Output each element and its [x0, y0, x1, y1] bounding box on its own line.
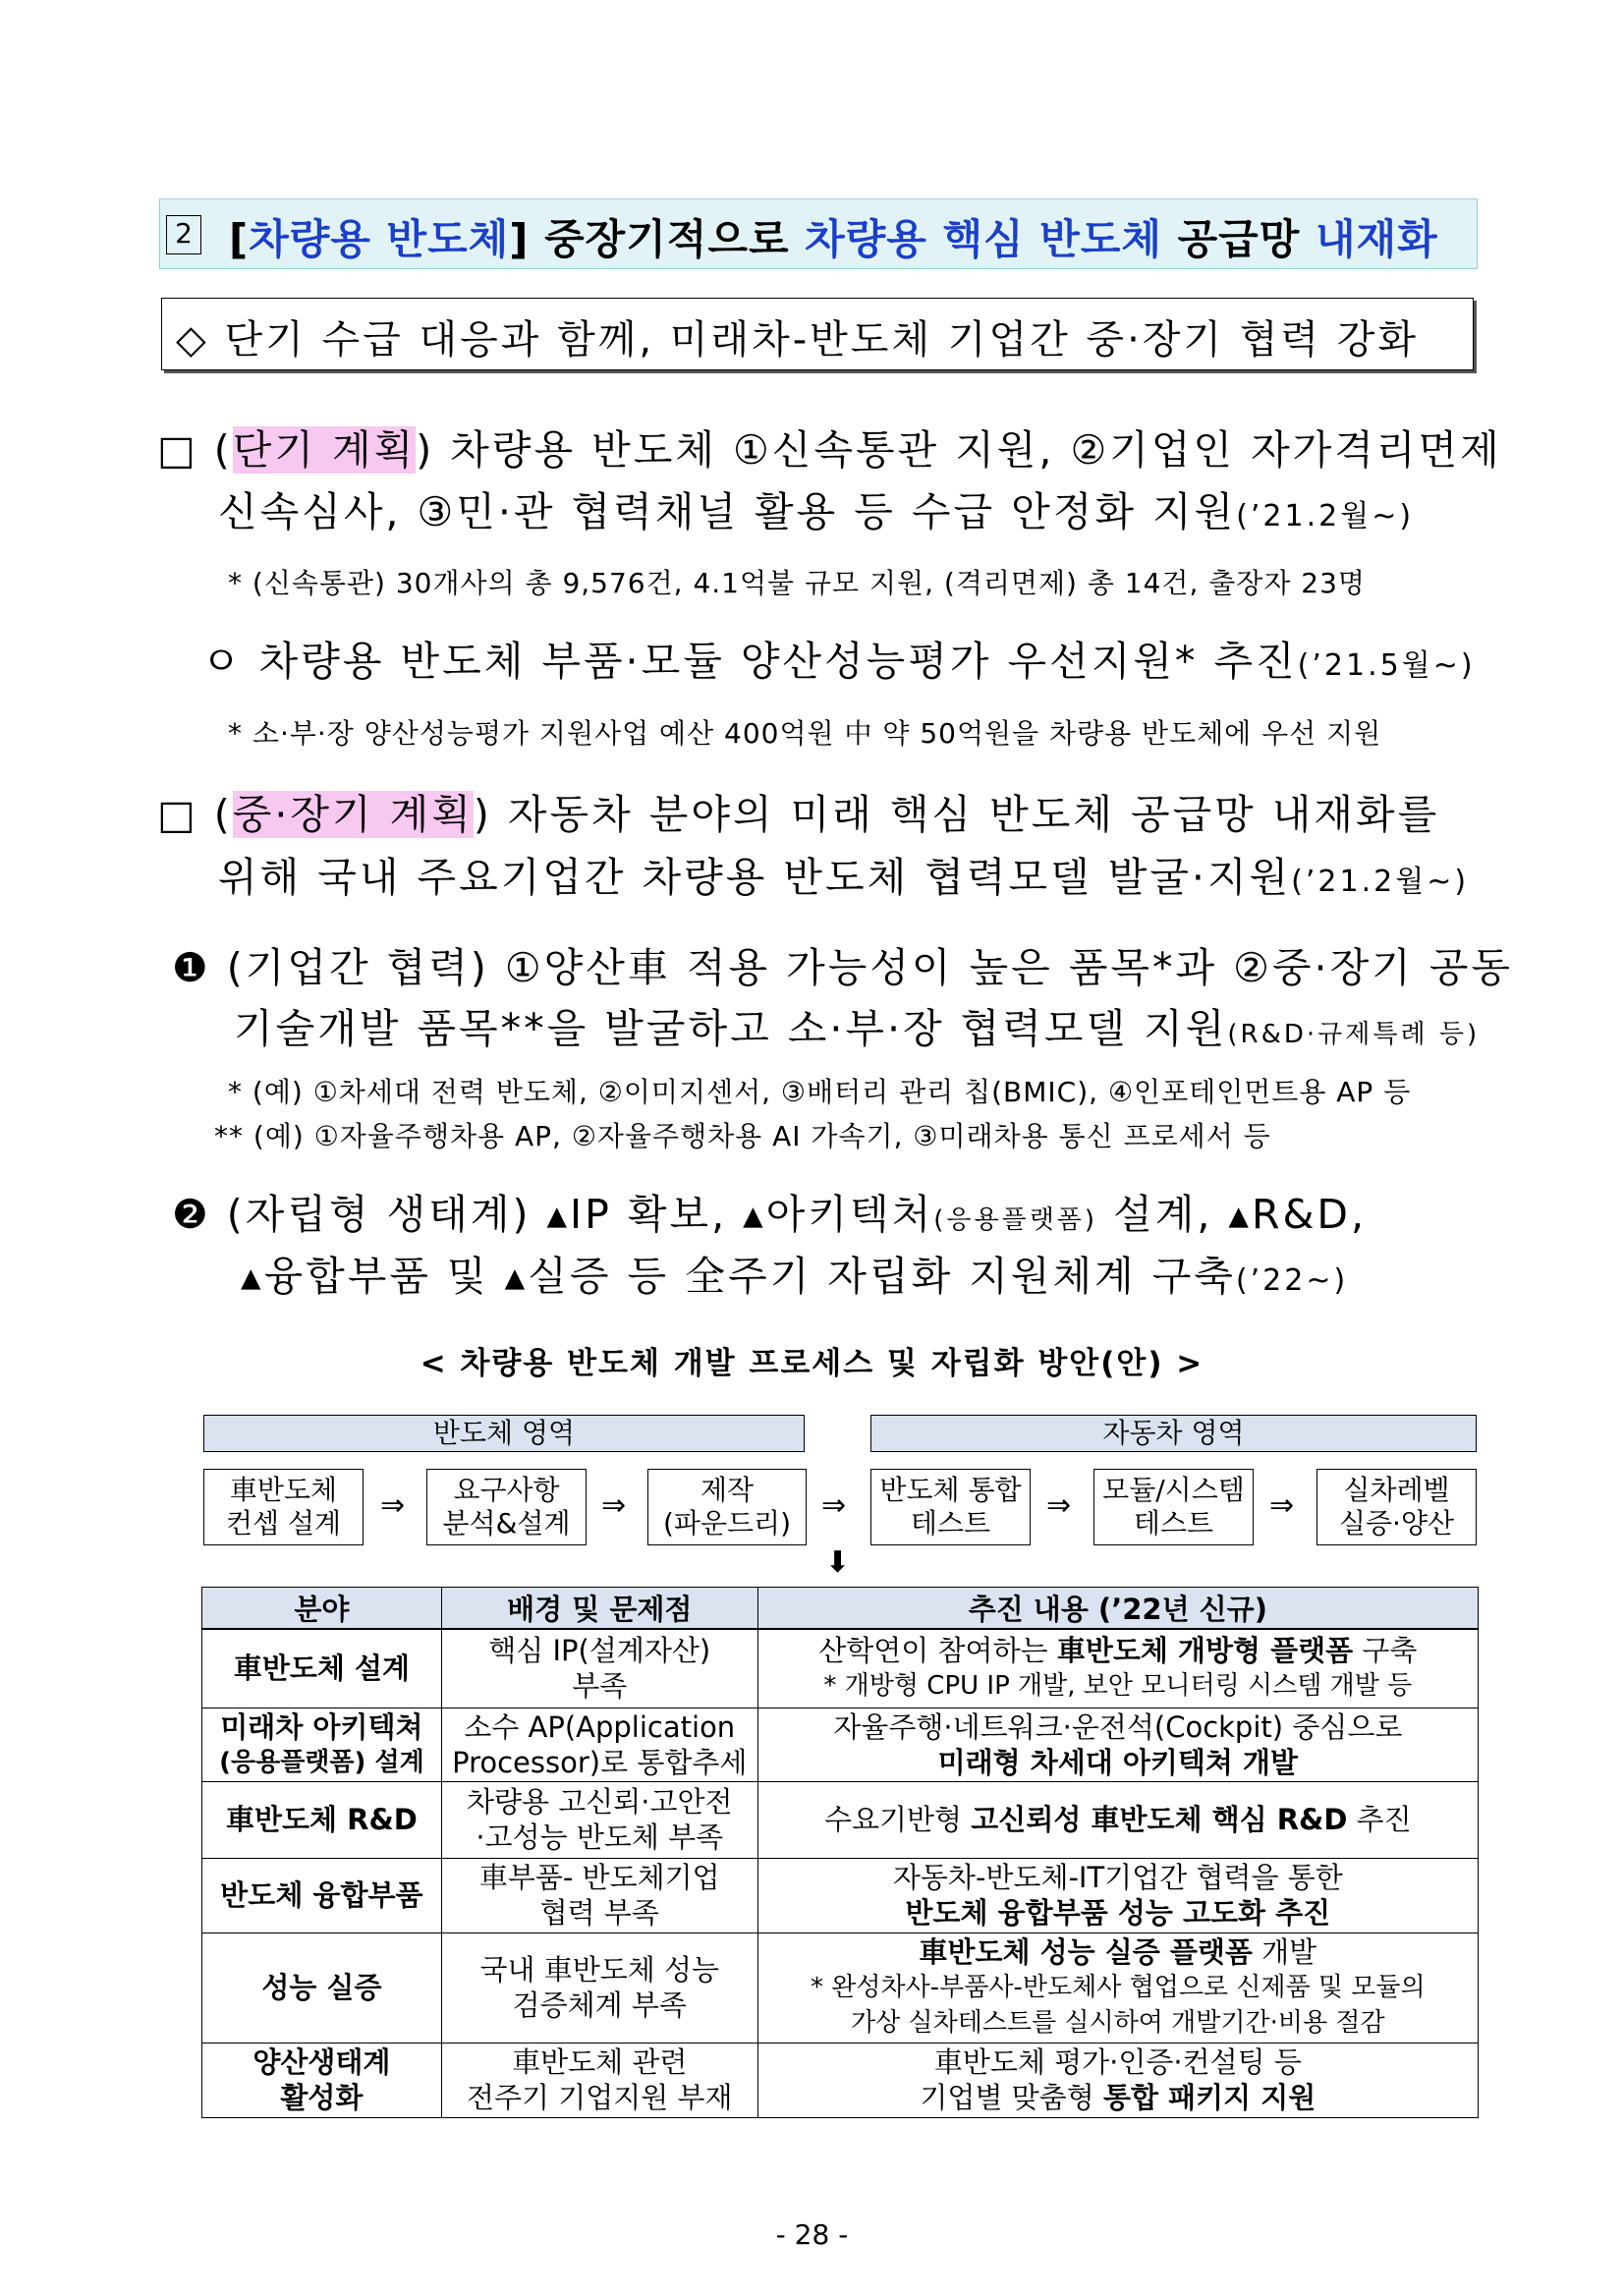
table-row: 반도체 융합부품 車부품- 반도체기업 협력 부족 자동차-반도체-IT기업간 협력을 통한 반도체 융합부품 성능 고도화 추진 — [202, 1858, 1479, 1932]
process-step: 요구사항 분석&설계 — [426, 1469, 587, 1545]
table-row: 성능 실증 국내 車반도체 성능 검증체계 부족 車반도체 성능 실증 플랫폼 개발 * 완성차사-부품사-반도체사 협업으로 신제품 및 모듈의 가상 실차테스트를 실시하여 개발기간·비용 절감 — [202, 1932, 1479, 2043]
summary-box: ◇ 단기 수급 대응과 함께, 미래차-반도체 기업간 중·장기 협력 강화 — [161, 298, 1474, 370]
diagram-title: < 차량용 반도체 개발 프로세스 및 자립화 방안(안) > — [420, 1346, 1204, 1381]
table-row: 양산생태계 활성화 車반도체 관련 전주기 기업지원 부재 車반도체 평가·인증·컨설팅 등 기업별 맞춤형 통합 패키지 지원 — [202, 2043, 1479, 2117]
mid-plan-item1-line1: ❶ (기업간 협력) ①양산車 적용 가능성이 높은 품목*과 ②중·장기 공동 — [172, 944, 1514, 991]
mid-plan-item2-line1: ❷ (자립형 생태계) ▴IP 확보, ▴아키텍처(응용플랫폼) 설계, ▴R&D, — [172, 1191, 1368, 1238]
process-step: 車반도체 컨셉 설계 — [203, 1469, 364, 1545]
process-arrow: ⇒ — [821, 1488, 847, 1523]
short-plan-line1: □ (단기 계획) 차량용 반도체 ①신속통관 지원, ②기업인 자가격리면제 — [157, 426, 1502, 474]
header-action: 추진 내용 (’22년 신규) — [757, 1588, 1478, 1630]
section-title: [차량용 반도체] 중장기적으로 차량용 핵심 반도체 공급망 내재화 — [229, 215, 1438, 263]
table-row: 車반도체 R&D 차량용 고신뢰·고안전 ·고성능 반도체 부족 수요기반형 고신뢰성 車반도체 핵심 R&D 추진 — [202, 1781, 1479, 1858]
process-arrow: ⇒ — [380, 1488, 406, 1523]
mid-plan-item1-note1: * (예) ①차세대 전력 반도체, ②이미지센서, ③배터리 관리 칩(BMIC), ④인포테인먼트용 AP 등 — [228, 1076, 1412, 1108]
semiconductor-area-label: 반도체 영역 — [203, 1415, 805, 1452]
short-plan-line2: 신속심사, ③민·관 협력채널 활용 등 수급 안정화 지원(’21.2월~) — [218, 488, 1415, 535]
process-step: 반도체 통합 테스트 — [870, 1469, 1031, 1545]
short-plan-bullet-note: * 소·부·장 양산성능평가 지원사업 예산 400억원 中 약 50억원을 차량용 반도체에 우선 지원 — [228, 717, 1382, 750]
process-arrow: ⇒ — [601, 1488, 627, 1523]
mid-plan-item2-line2: ▴융합부품 및 ▴실증 등 全주기 자립화 지원체계 구축(’22~) — [241, 1253, 1349, 1300]
process-step: 실차레벨 실증·양산 — [1316, 1469, 1477, 1545]
process-arrow: ⇒ — [1046, 1488, 1072, 1523]
mid-plan-item1-note2: ** (예) ①자율주행차용 AP, ②자율주행차용 AI 가속기, ③미래차용 통신 프로세서 등 — [214, 1120, 1271, 1152]
header-background: 배경 및 문제점 — [441, 1588, 757, 1630]
section-number: 2 — [166, 215, 201, 254]
process-step: 모듈/시스템 테스트 — [1093, 1469, 1254, 1545]
automotive-area-label: 자동차 영역 — [870, 1415, 1477, 1452]
short-plan-note: * (신속통관) 30개사의 총 9,576건, 4.1억불 규모 지원, (격리면제) 총 14건, 출장자 23명 — [228, 567, 1366, 599]
mid-plan-line1: □ (중·장기 계획) 자동차 분야의 미래 핵심 반도체 공급망 내재화를 — [157, 791, 1440, 838]
table-row: 車반도체 설계 핵심 IP(설계자산) 부족 산학연이 참여하는 車반도체 개방형 플랫폼 구축 * 개방형 CPU IP 개발, 보안 모니터링 시스템 개발 등 — [202, 1629, 1479, 1708]
table-row: 미래차 아키텍쳐 (응용플랫폼) 설계 소수 AP(Application Processor)로 통합추세 자율주행·네트워크·운전석(Cockpit) 중심으로 미래형 차세대 아키텍쳐 개발 — [202, 1708, 1479, 1781]
mid-plan-item1-line2: 기술개발 품목**을 발굴하고 소·부·장 협력모델 지원(R&D·규제특례 등) — [234, 1005, 1481, 1052]
header-field: 분야 — [202, 1588, 442, 1630]
short-plan-bullet: ㅇ 차량용 반도체 부품·모듈 양산성능평가 우선지원* 추진(’21.5월~) — [201, 638, 1476, 685]
table-header-row — [202, 1588, 1479, 1630]
process-arrow: ⇒ — [1269, 1488, 1295, 1523]
plan-table — [201, 1587, 1479, 2118]
mid-plan-line2: 위해 국내 주요기업간 차량용 반도체 협력모델 발굴·지원(’21.2월~) — [218, 854, 1470, 901]
section-heading — [159, 198, 1478, 269]
down-arrow-icon: ⬇ — [825, 1545, 851, 1580]
page-number: - 28 - — [775, 2218, 849, 2251]
process-step: 제작 (파운드리) — [647, 1469, 807, 1545]
